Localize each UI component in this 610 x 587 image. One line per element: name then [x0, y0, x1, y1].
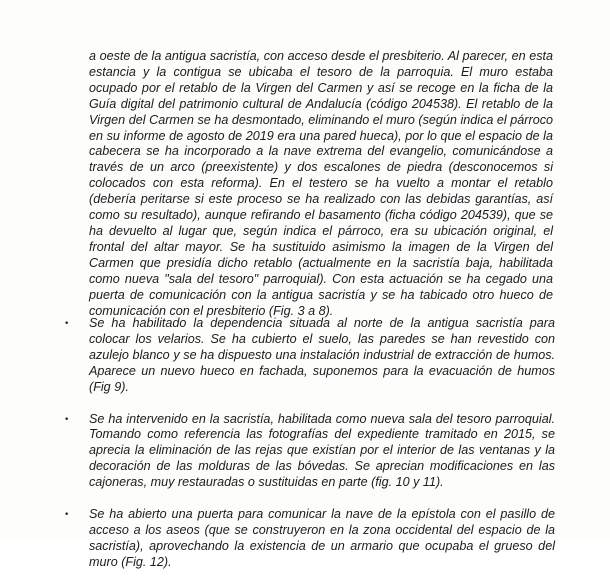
list-item: [60, 412, 555, 492]
bullet-icon: •: [64, 414, 70, 425]
list-item: [60, 507, 555, 571]
list-item-text: Se ha habilitado la dependencia situada al norte de la antigua sacristía para colocar los velarios. Se ha cubierto el suelo, las paredes se han revestido con azulejo blanco y se ha dispuesto una instalación industrial de extracción de humos. Aparece un nuevo hueco en fachada, suponemos para la evacuación de humos (Fig 9).: [89, 316, 555, 394]
list-item: [60, 316, 555, 396]
list-item-text: Se ha intervenido en la sacristía, habilitada como nueva sala del tesoro parroquial. Tomando como referencia las fotografías del expediente tramitado en 2015, se aprecia la eliminación de las rejas que existían por el interior de las ventanas y la decoración de las molduras de las bóvedas. Se aprecian modificaciones en las cajoneras, muy restauradas o sustituidas en parte (fig. 10 y 11).: [89, 411, 555, 490]
bullet-icon: •: [64, 319, 70, 329]
bullet-icon: •: [64, 510, 70, 521]
intro-paragraph: a oeste de la antigua sacristía, con acceso desde el presbiterio. Al parecer, en esta estancia y la contigua se ubicaba el tesoro de la parroquia. El muro estaba ocupado por el retablo de la Virgen del Carmen y así se recoge en la ficha de la Guía digital del patrimonio cultural de Andalucía (código 204538). El retablo de la Virgen del Carmen se ha desmontado, eliminando el muro (según indica el párroco en su informe de agosto de 2019 era una pared hueca), por lo que el espacio de la cabecera se ha incorporado a la nave extrema del evangelio, comunicándose a través de un arco (preexistente) y dos escalones de piedra (desconocemos si colocados con esta reforma). En el testero se ha vuelto a montar el retablo (debería peritarse si este proceso se ha realizado con las debidas garantías, así como su resultado), aunque refirando el basamento (ficha código 204539), que se ha devuelto al lugar que, según indica el párroco, era su ubicación original, el frontal del altar mayor. Se ha sustituido asimismo la imagen de la Virgen del Carmen que presidía dicho retablo (actualmente en la sacristía baja, habilitada como nueva "sala del tesoro" parroquial). Con esta actuación se ha cegado una puerta de comunicación con la antigua sacristía y se ha tabicado otro hueco de comunicación con el presbiterio (Fig. 3 a 8).: [89, 49, 553, 318]
list-item-text: Se ha abierto una puerta para comunicar la nave de la epístola con el pasillo de acceso a los aseos (que se construyeron en la zona occidental del espacio de la sacristía), aprovechando la existencia de un armario que ocupaba el grueso del muro (Fig. 12).: [89, 507, 555, 569]
bullet-list: [60, 316, 555, 587]
